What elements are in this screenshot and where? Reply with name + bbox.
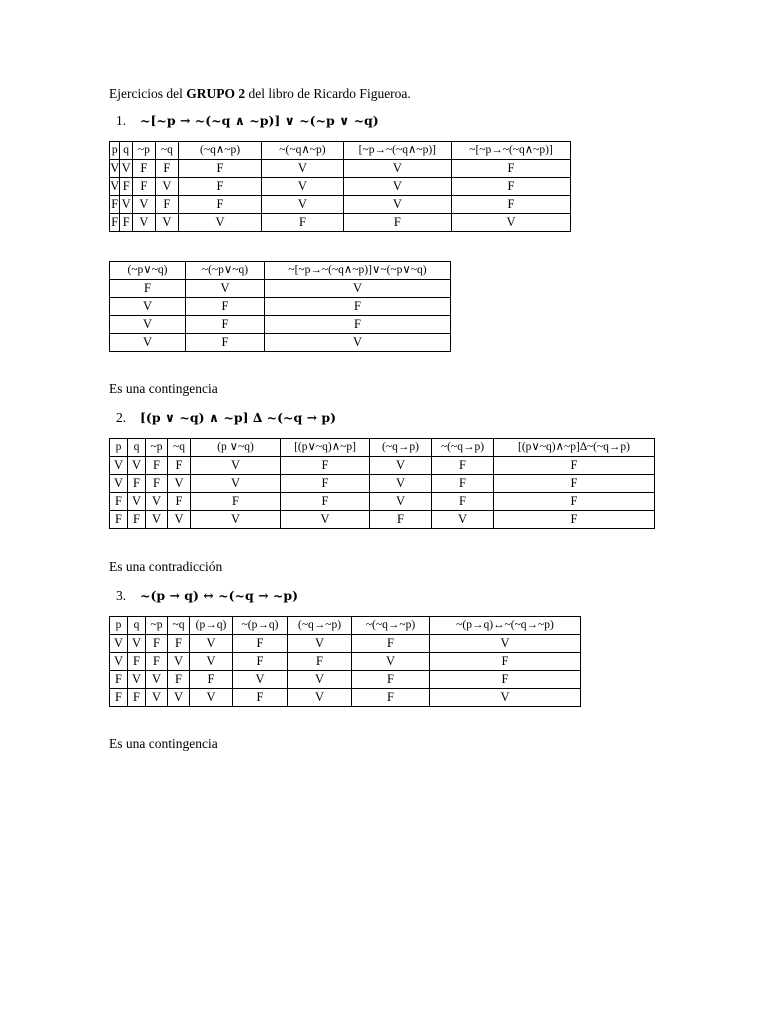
column-header: p xyxy=(110,617,128,635)
column-header: ~[~p→~(~q∧~p)]∨~(~p∨~q) xyxy=(265,262,451,280)
truth-value-cell: V xyxy=(110,316,186,334)
truth-value-cell: F xyxy=(110,689,128,707)
truth-value-cell: F xyxy=(128,511,146,529)
truth-value-cell: V xyxy=(110,475,128,493)
truth-value-cell: F xyxy=(432,475,494,493)
truth-value-cell: F xyxy=(452,196,571,214)
truth-value-cell: F xyxy=(265,298,451,316)
truth-value-cell: F xyxy=(281,493,370,511)
truth-value-cell: V xyxy=(146,511,168,529)
truth-value-cell: V xyxy=(343,178,451,196)
column-header: (~q→~p) xyxy=(288,617,352,635)
truth-value-cell: V xyxy=(288,635,352,653)
table-row xyxy=(110,334,451,352)
exercise-3-number: 3. xyxy=(116,588,127,603)
column-header: ~[~p→~(~q∧~p)] xyxy=(452,142,571,160)
column-header: (p→q) xyxy=(190,617,233,635)
truth-value-cell: V xyxy=(262,196,343,214)
truth-value-cell: F xyxy=(233,653,288,671)
column-header: ~q xyxy=(168,439,191,457)
table-row xyxy=(110,511,655,529)
exercise-1-formula: ~[~p → ~(~q ∧ ~p)] ∨ ~(~p ∨ ~q) xyxy=(140,113,379,128)
column-header: (~p∨~q) xyxy=(110,262,186,280)
truth-value-cell: F xyxy=(281,475,370,493)
truth-value-cell: F xyxy=(168,457,191,475)
truth-value-cell: V xyxy=(191,475,281,493)
truth-value-cell: V xyxy=(128,635,146,653)
column-header: ~(~q→p) xyxy=(432,439,494,457)
column-header: p xyxy=(110,439,128,457)
truth-value-cell: F xyxy=(186,298,265,316)
table-row xyxy=(110,635,581,653)
truth-value-cell: V xyxy=(146,689,168,707)
truth-value-cell: F xyxy=(352,671,430,689)
table-row xyxy=(110,475,655,493)
column-header: ~p xyxy=(146,439,168,457)
truth-value-cell: F xyxy=(146,635,168,653)
table-row xyxy=(110,493,655,511)
truth-value-cell: F xyxy=(146,653,168,671)
truth-value-cell: F xyxy=(262,214,343,232)
truth-value-cell: F xyxy=(110,511,128,529)
table-row xyxy=(110,671,581,689)
truth-value-cell: V xyxy=(430,635,581,653)
truth-value-cell: F xyxy=(110,280,186,298)
truth-value-cell: F xyxy=(168,671,190,689)
column-header: ~(p→q) xyxy=(233,617,288,635)
column-header: ~p xyxy=(146,617,168,635)
truth-value-cell: F xyxy=(186,316,265,334)
truth-value-cell: F xyxy=(494,493,655,511)
truth-value-cell: F xyxy=(432,493,494,511)
header-row xyxy=(110,617,581,635)
truth-value-cell: V xyxy=(155,178,178,196)
truth-value-cell: F xyxy=(430,653,581,671)
truth-value-cell: V xyxy=(132,196,155,214)
truth-value-cell: V xyxy=(168,511,191,529)
truth-value-cell: V xyxy=(370,493,432,511)
table-row xyxy=(110,457,655,475)
truth-value-cell: F xyxy=(155,160,178,178)
column-header: [~p→~(~q∧~p)] xyxy=(343,142,451,160)
truth-value-cell: V xyxy=(430,689,581,707)
truth-value-cell: F xyxy=(178,196,261,214)
column-header: ~(p→q)↔~(~q→~p) xyxy=(430,617,581,635)
truth-value-cell: V xyxy=(168,689,190,707)
truth-value-cell: F xyxy=(288,653,352,671)
truth-value-cell: F xyxy=(110,214,120,232)
truth-value-cell: F xyxy=(146,457,168,475)
truth-value-cell: F xyxy=(190,671,233,689)
exercise-2-number: 2. xyxy=(116,410,127,425)
column-header: ~q xyxy=(155,142,178,160)
exercise-2-formula: [(p ∨ ~q) ∧ ~p] ∆ ~(~q → p) xyxy=(140,410,337,425)
truth-value-cell: F xyxy=(343,214,451,232)
truth-value-cell: F xyxy=(452,178,571,196)
truth-value-cell: F xyxy=(155,196,178,214)
truth-value-cell: V xyxy=(190,653,233,671)
truth-table-3 xyxy=(109,616,581,707)
truth-value-cell: F xyxy=(120,214,133,232)
truth-value-cell: V xyxy=(110,653,128,671)
column-header: ~p xyxy=(132,142,155,160)
intro-suffix: del libro de Ricardo Figueroa. xyxy=(245,86,411,101)
truth-value-cell: V xyxy=(155,214,178,232)
truth-value-cell: V xyxy=(120,160,133,178)
truth-value-cell: V xyxy=(186,280,265,298)
truth-value-cell: V xyxy=(146,671,168,689)
column-header: p xyxy=(110,142,120,160)
table-row xyxy=(110,214,571,232)
truth-value-cell: F xyxy=(186,334,265,352)
exercise-1-number: 1. xyxy=(116,113,127,128)
exercise-2-conclusion: Es una contradicción xyxy=(109,559,223,574)
truth-value-cell: F xyxy=(120,178,133,196)
truth-value-cell: F xyxy=(233,635,288,653)
exercise-1-conclusion: Es una contingencia xyxy=(109,381,218,396)
truth-value-cell: F xyxy=(281,457,370,475)
truth-value-cell: F xyxy=(110,493,128,511)
intro-prefix: Ejercicios del xyxy=(109,86,187,101)
table-row xyxy=(110,653,581,671)
truth-value-cell: F xyxy=(265,316,451,334)
truth-value-cell: F xyxy=(178,178,261,196)
truth-value-cell: F xyxy=(352,635,430,653)
truth-value-cell: F xyxy=(430,671,581,689)
truth-value-cell: V xyxy=(265,334,451,352)
header-row xyxy=(110,142,571,160)
truth-value-cell: V xyxy=(370,475,432,493)
truth-value-cell: V xyxy=(262,178,343,196)
truth-value-cell: V xyxy=(265,280,451,298)
truth-value-cell: V xyxy=(128,493,146,511)
truth-value-cell: V xyxy=(110,635,128,653)
truth-value-cell: F xyxy=(494,511,655,529)
truth-value-cell: V xyxy=(128,671,146,689)
truth-value-cell: V xyxy=(191,457,281,475)
intro-bold: GRUPO 2 xyxy=(186,86,246,101)
column-header: [(p∨~q)∧~p]∆~(~q→p) xyxy=(494,439,655,457)
truth-value-cell: F xyxy=(110,196,120,214)
truth-value-cell: F xyxy=(494,475,655,493)
truth-value-cell: F xyxy=(452,160,571,178)
truth-value-cell: V xyxy=(190,689,233,707)
column-header: q xyxy=(128,439,146,457)
truth-value-cell: F xyxy=(370,511,432,529)
truth-value-cell: F xyxy=(110,671,128,689)
truth-value-cell: F xyxy=(352,689,430,707)
header-row xyxy=(110,262,451,280)
truth-value-cell: V xyxy=(191,511,281,529)
truth-value-cell: V xyxy=(352,653,430,671)
truth-value-cell: V xyxy=(128,457,146,475)
truth-value-cell: V xyxy=(178,214,261,232)
column-header: ~(~q∧~p) xyxy=(262,142,343,160)
truth-value-cell: F xyxy=(128,653,146,671)
truth-value-cell: F xyxy=(168,635,190,653)
truth-value-cell: V xyxy=(370,457,432,475)
column-header: (~q→p) xyxy=(370,439,432,457)
truth-value-cell: V xyxy=(288,671,352,689)
truth-value-cell: V xyxy=(132,214,155,232)
truth-value-cell: V xyxy=(110,298,186,316)
truth-value-cell: V xyxy=(288,689,352,707)
intro-text xyxy=(109,86,411,102)
exercise-2-heading xyxy=(116,410,336,426)
truth-value-cell: F xyxy=(128,689,146,707)
truth-value-cell: V xyxy=(110,334,186,352)
exercise-1-heading xyxy=(116,113,379,129)
column-header: ~(~q→~p) xyxy=(352,617,430,635)
table-row xyxy=(110,160,571,178)
table-row xyxy=(110,280,451,298)
exercise-3-conclusion: Es una contingencia xyxy=(109,736,218,751)
column-header: q xyxy=(128,617,146,635)
table-row xyxy=(110,196,571,214)
truth-value-cell: V xyxy=(343,160,451,178)
truth-value-cell: V xyxy=(190,635,233,653)
table-row xyxy=(110,316,451,334)
truth-value-cell: V xyxy=(120,196,133,214)
column-header: q xyxy=(120,142,133,160)
truth-value-cell: V xyxy=(233,671,288,689)
truth-value-cell: F xyxy=(191,493,281,511)
truth-value-cell: V xyxy=(281,511,370,529)
column-header: ~q xyxy=(168,617,190,635)
exercise-3-heading xyxy=(116,588,298,604)
truth-value-cell: F xyxy=(128,475,146,493)
truth-value-cell: F xyxy=(233,689,288,707)
truth-value-cell: V xyxy=(146,493,168,511)
truth-table-2 xyxy=(109,438,655,529)
table-row xyxy=(110,298,451,316)
truth-value-cell: F xyxy=(132,178,155,196)
column-header: [(p∨~q)∧~p] xyxy=(281,439,370,457)
truth-value-cell: V xyxy=(110,160,120,178)
truth-value-cell: V xyxy=(262,160,343,178)
truth-value-cell: F xyxy=(146,475,168,493)
truth-value-cell: F xyxy=(432,457,494,475)
truth-value-cell: F xyxy=(178,160,261,178)
column-header: ~(~p∨~q) xyxy=(186,262,265,280)
truth-value-cell: V xyxy=(452,214,571,232)
truth-value-cell: F xyxy=(132,160,155,178)
truth-table-1b xyxy=(109,261,451,352)
truth-table-1a xyxy=(109,141,571,232)
truth-value-cell: V xyxy=(168,475,191,493)
table-row xyxy=(110,689,581,707)
column-header: (p ∨~q) xyxy=(191,439,281,457)
truth-value-cell: V xyxy=(432,511,494,529)
truth-value-cell: V xyxy=(110,178,120,196)
exercise-3-formula: ~(p → q) ↔ ~(~q → ~p) xyxy=(140,588,299,603)
truth-value-cell: V xyxy=(343,196,451,214)
truth-value-cell: V xyxy=(110,457,128,475)
truth-value-cell: F xyxy=(168,493,191,511)
truth-value-cell: V xyxy=(168,653,190,671)
table-row xyxy=(110,178,571,196)
header-row xyxy=(110,439,655,457)
column-header: (~q∧~p) xyxy=(178,142,261,160)
truth-value-cell: F xyxy=(494,457,655,475)
